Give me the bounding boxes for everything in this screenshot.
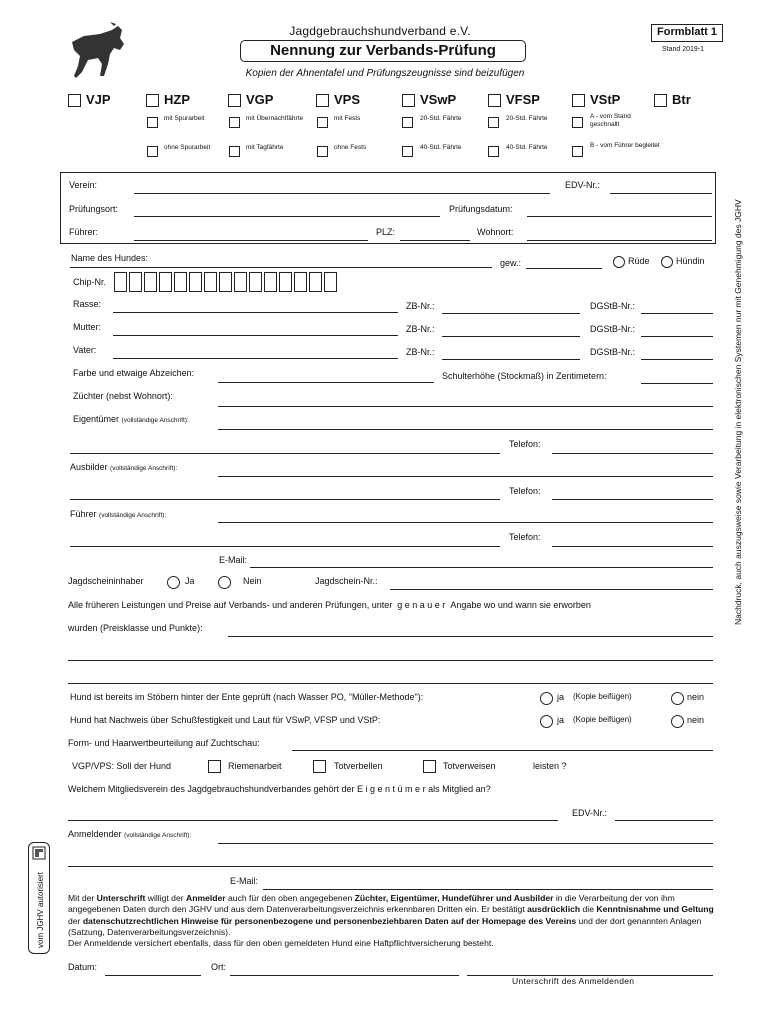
jghv-mark-icon	[32, 846, 46, 860]
ausbilder-field-2[interactable]	[70, 499, 500, 500]
leistungen-field-3[interactable]	[68, 683, 713, 684]
pruefungsort-label: Prüfungsort:	[69, 204, 119, 214]
checkbox-vswp-40[interactable]	[402, 146, 413, 157]
checkbox-riemenarbeit[interactable]	[208, 760, 221, 773]
checkbox-vstp-a[interactable]	[572, 117, 583, 128]
mitglied-edv-field[interactable]	[615, 820, 713, 821]
fuehrer2-telefon-field[interactable]	[552, 546, 713, 547]
org-name: Jagdgebrauchshundverband e.V.	[289, 24, 471, 38]
vfsp-opt1: 20-Std. Fährte	[506, 115, 548, 122]
formwert-field[interactable]	[292, 750, 713, 751]
checkbox-vfsp[interactable]	[488, 94, 501, 107]
subtitle: Kopien der Ahnentafel und Prüfungszeugnisse sind beizufügen	[245, 68, 525, 79]
leistungen-text: Alle früheren Leistungen und Preise auf Verbands- und anderen Prüfungen, unter g e n a u e r Angabe wo und wann sie erworben	[68, 600, 591, 610]
rasse-zb-label: ZB-Nr.:	[406, 301, 435, 311]
chip-digit-box[interactable]	[234, 272, 247, 292]
stoebern-kopie-label: (Kopie beifügen)	[573, 692, 632, 701]
jagdscheinnr-field[interactable]	[390, 589, 713, 590]
email-label: E-Mail:	[219, 555, 248, 565]
checkbox-vjp[interactable]	[68, 94, 81, 107]
radio-jagdschein-nein[interactable]	[218, 576, 231, 589]
ausbilder-field[interactable]	[218, 476, 713, 477]
copyright-sidebar: Nachdruck, auch auszugsweise sowie Verarbeitung in elektronischen Systemen nur mit Genehmigung des JGHV	[733, 199, 743, 625]
mutter-dgstb-field[interactable]	[641, 336, 713, 337]
leistungen-field-2[interactable]	[68, 660, 713, 661]
checkbox-vfsp-20[interactable]	[488, 117, 499, 128]
checkbox-vgp-tag[interactable]	[229, 146, 240, 157]
chip-digit-box[interactable]	[309, 272, 322, 292]
vps-opt1: mit Fests	[334, 115, 361, 122]
checkbox-vgp[interactable]	[228, 94, 241, 107]
chip-digit-box[interactable]	[324, 272, 337, 292]
wohnort-label: Wohnort:	[477, 227, 514, 237]
hundename-label: Name des Hundes:	[71, 253, 149, 263]
checkbox-vps-ohne[interactable]	[317, 146, 328, 157]
ort-label: Ort:	[211, 962, 226, 972]
farbe-field[interactable]	[218, 382, 434, 383]
eigentuemer-telefon-field[interactable]	[552, 453, 713, 454]
mutter-zb-field[interactable]	[442, 336, 580, 337]
gew-label: gew.:	[500, 258, 522, 268]
eigentuemer-telefon-label: Telefon:	[509, 439, 541, 449]
checkbox-vgp-uebernacht[interactable]	[229, 117, 240, 128]
mutter-label: Mutter:	[73, 322, 102, 332]
verein-field[interactable]	[134, 193, 550, 194]
leistungen-field[interactable]	[228, 636, 713, 637]
label-hzp: HZP	[164, 92, 190, 107]
vstp-opt2: B - vom Führer begleitet	[590, 142, 660, 149]
chip-digit-box[interactable]	[114, 272, 127, 292]
zuechter-field[interactable]	[218, 406, 713, 407]
ausbilder-telefon-field[interactable]	[552, 499, 713, 500]
mitglied-edv-label: EDV-Nr.:	[572, 808, 608, 818]
legal-text: Mit der Unterschrift willigt der Anmelder auch für den oben angegebenen Züchter, Eigentümer, Hundeführer und Ausbilder in die Verarbeitung der von ihm angegebenen Daten durch den JGHV und aus dem Datenverarbeitungsverzeichnis erkennbaren Dritten ein. Er bestätigt ausdrücklich die Kenntnisnahme und Geltung der datenschutzrechtlichen Hinweise für personenbezogene und personenbeziehbaren Daten auf der Homepage des Vereins und der dort genannten Anlagen (Satzung, Datenverarbeitungsverzeichnis). Der Anmeldende versichert ebenfalls, dass für den oben gemeldeten Hund eine Haftpflichtversicherung besteht.	[68, 893, 714, 949]
vater-dgstb-field[interactable]	[641, 359, 713, 360]
checkbox-btr[interactable]	[654, 94, 667, 107]
hzp-opt1: mit Spurarbeit	[164, 115, 205, 122]
email-field[interactable]	[250, 567, 713, 568]
dog-logo	[64, 20, 132, 82]
vgp-opt1: mit Übernachtfährte	[246, 115, 304, 122]
jagdschein-nein-label: Nein	[243, 576, 262, 586]
fuehrer2-label: Führer (vollständige Anschrift):	[70, 509, 167, 519]
vater-zb-label: ZB-Nr.:	[406, 347, 435, 357]
page-title: Nennung zur Verbands-Prüfung	[240, 40, 526, 62]
checkbox-hzp-mit-spur[interactable]	[147, 117, 158, 128]
plz-label: PLZ:	[376, 227, 396, 237]
unterschrift-label: Unterschrift des Anmeldenden	[512, 976, 635, 986]
chip-digit-box[interactable]	[189, 272, 202, 292]
eigentuemer-anschrift-hint: (vollständige Anschrift):	[121, 417, 189, 424]
totverweisen-label: Totverweisen	[443, 761, 496, 771]
chip-digit-box[interactable]	[219, 272, 232, 292]
totverbellen-label: Totverbellen	[334, 761, 383, 771]
label-vjp: VJP	[86, 92, 111, 107]
anmeldender-field-2[interactable]	[68, 866, 713, 867]
jagdschein-label: Jagdscheininhaber	[68, 576, 144, 586]
checkbox-vfsp-40[interactable]	[488, 146, 499, 157]
mitglied-field[interactable]	[68, 820, 558, 821]
gew-field[interactable]	[526, 268, 602, 269]
label-vstp: VStP	[590, 92, 621, 107]
schulter-label: Schulterhöhe (Stockmaß) in Zentimetern:	[442, 371, 607, 381]
formblatt-label: Formblatt 1	[651, 24, 723, 42]
pruefungsdatum-field[interactable]	[527, 216, 712, 217]
chip-digit-box[interactable]	[279, 272, 292, 292]
stoebern-nein-label: nein	[687, 692, 705, 702]
edv-label: EDV-Nr.:	[565, 180, 601, 190]
anmeldender-label: Anmeldender (vollständige Anschrift):	[68, 829, 192, 839]
radio-ruede[interactable]	[613, 256, 625, 268]
chip-digit-box[interactable]	[294, 272, 307, 292]
checkbox-vswp[interactable]	[402, 94, 415, 107]
jagdscheinnr-label: Jagdschein-Nr.:	[315, 576, 378, 586]
fuehrer-label: Führer:	[69, 227, 99, 237]
ausbilder-telefon-label: Telefon:	[509, 486, 541, 496]
checkbox-vstp[interactable]	[572, 94, 585, 107]
vps-opt2: ohne Fests	[334, 144, 367, 151]
eigentuemer-field[interactable]	[218, 429, 713, 430]
anmeldender-field[interactable]	[218, 843, 713, 844]
schuss-ja-label: ja	[557, 715, 565, 725]
mutter-zb-label: ZB-Nr.:	[406, 324, 435, 334]
vater-label: Vater:	[73, 345, 97, 355]
label-btr: Btr	[672, 92, 691, 107]
rasse-dgstb-field[interactable]	[641, 313, 713, 314]
checkbox-hzp-ohne-spur[interactable]	[147, 146, 158, 157]
radio-jagdschein-ja[interactable]	[167, 576, 180, 589]
checkbox-vps[interactable]	[316, 94, 329, 107]
eigentuemer-label: Eigentümer (vollständige Anschrift):	[73, 414, 189, 424]
label-vgp: VGP	[246, 92, 274, 107]
anmeldender-email-label: E-Mail:	[230, 876, 259, 886]
rasse-dgstb-label: DGStB-Nr.:	[590, 301, 636, 311]
chip-digit-box[interactable]	[249, 272, 262, 292]
chip-digit-box[interactable]	[204, 272, 217, 292]
radio-stoebern-ja[interactable]	[540, 692, 553, 705]
chip-label: Chip-Nr.	[73, 277, 107, 287]
vater-field[interactable]	[113, 358, 398, 359]
vfsp-opt2: 40-Std. Fährte	[506, 144, 548, 151]
soll-label: VGP/VPS: Soll der Hund	[72, 761, 172, 771]
label-vswp: VSwP	[420, 92, 457, 107]
edv-field[interactable]	[610, 193, 712, 194]
vswp-opt2: 40-Std. Fährte	[420, 144, 462, 151]
mutter-dgstb-label: DGStB-Nr.:	[590, 324, 636, 334]
datum-label: Datum:	[68, 962, 98, 972]
checkbox-vswp-20[interactable]	[402, 117, 413, 128]
stoebern-ja-label: ja	[557, 692, 565, 702]
fuehrer2-field[interactable]	[218, 522, 713, 523]
fuehrer2-telefon-label: Telefon:	[509, 532, 541, 542]
checkbox-vstp-b[interactable]	[572, 146, 583, 157]
label-vps: VPS	[334, 92, 361, 107]
ort-field[interactable]	[230, 975, 459, 976]
leistungen-text-2: wurden (Preisklasse und Punkte):	[68, 623, 203, 633]
radio-schuss-nein[interactable]	[671, 715, 684, 728]
hundename-field[interactable]	[70, 267, 492, 268]
checkbox-vps-mit[interactable]	[317, 117, 328, 128]
ruede-label: Rüde	[628, 256, 650, 266]
checkbox-totverbellen[interactable]	[313, 760, 326, 773]
vstp-opt1: A - vom Stand geschnallt	[590, 113, 631, 128]
rasse-field[interactable]	[113, 312, 398, 313]
stoebern-label: Hund ist bereits im Stöbern hinter der Ente geprüft (nach Wasser PO, "Müller-Methode"):	[70, 692, 424, 702]
riemenarbeit-label: Riemenarbeit	[228, 761, 282, 771]
schulter-field[interactable]	[641, 383, 713, 384]
fuehrer2-field-2[interactable]	[70, 546, 500, 547]
chip-digit-box[interactable]	[264, 272, 277, 292]
chip-digit-box[interactable]	[129, 272, 142, 292]
eigentuemer-field-2[interactable]	[70, 453, 500, 454]
anmeldender-anschrift-hint: (vollständige Anschrift):	[124, 832, 192, 839]
checkbox-totverweisen[interactable]	[423, 760, 436, 773]
leisten-label: leisten ?	[533, 761, 567, 771]
mitglied-label: Welchem Mitgliedsverein des Jagdgebrauchshundverbandes gehört der E i g e n t ü m e r als Mitglied an?	[68, 784, 491, 794]
chip-digit-box[interactable]	[144, 272, 157, 292]
schuss-kopie-label: (Kopie beifügen)	[573, 715, 632, 724]
fuehrer-field[interactable]	[134, 240, 368, 241]
farbe-label: Farbe und etwaige Abzeichen:	[73, 368, 195, 378]
mutter-field[interactable]	[113, 335, 398, 336]
stand-label: Stand 2019-1	[662, 46, 705, 53]
vswp-opt1: 20-Std. Fährte	[420, 115, 462, 122]
plz-field[interactable]	[400, 240, 470, 241]
datum-field[interactable]	[105, 975, 201, 976]
zuechter-label: Züchter (nebst Wohnort):	[73, 391, 173, 401]
ausbilder-anschrift-hint: (vollständige Anschrift):	[110, 465, 178, 472]
checkbox-hzp[interactable]	[146, 94, 159, 107]
pruefungsdatum-label: Prüfungsdatum:	[449, 204, 513, 214]
ausbilder-label: Ausbilder (vollständige Anschrift):	[70, 462, 178, 472]
verein-label: Verein:	[69, 180, 98, 190]
schuss-label: Hund hat Nachweis über Schußfestigkeit und Laut für VSwP, VFSP und VStP:	[70, 715, 381, 725]
jagdschein-ja-label: Ja	[185, 576, 195, 586]
huendin-label: Hündin	[676, 256, 705, 266]
formwert-label: Form- und Haarwertbeurteilung auf Zuchtschau:	[68, 738, 260, 748]
wohnort-field[interactable]	[527, 240, 712, 241]
hzp-opt2: ohne Spurarbeit	[164, 144, 211, 151]
badge-text: vom JGHV autorisiert	[36, 871, 45, 948]
vater-zb-field[interactable]	[442, 359, 580, 360]
anmeldender-email-field[interactable]	[263, 889, 713, 890]
label-vfsp: VFSP	[506, 92, 540, 107]
vgp-opt2: mit Tagfährte	[246, 144, 284, 151]
pruefungsort-field[interactable]	[134, 216, 440, 217]
vater-dgstb-label: DGStB-Nr.:	[590, 347, 636, 357]
radio-stoebern-nein[interactable]	[671, 692, 684, 705]
radio-schuss-ja[interactable]	[540, 715, 553, 728]
fuehrer-anschrift-hint: (vollständige Anschrift):	[99, 512, 167, 519]
chip-digit-box[interactable]	[174, 272, 187, 292]
chip-digit-box[interactable]	[159, 272, 172, 292]
radio-huendin[interactable]	[661, 256, 673, 268]
rasse-label: Rasse:	[73, 299, 102, 309]
rasse-zb-field[interactable]	[442, 313, 580, 314]
schuss-nein-label: nein	[687, 715, 705, 725]
